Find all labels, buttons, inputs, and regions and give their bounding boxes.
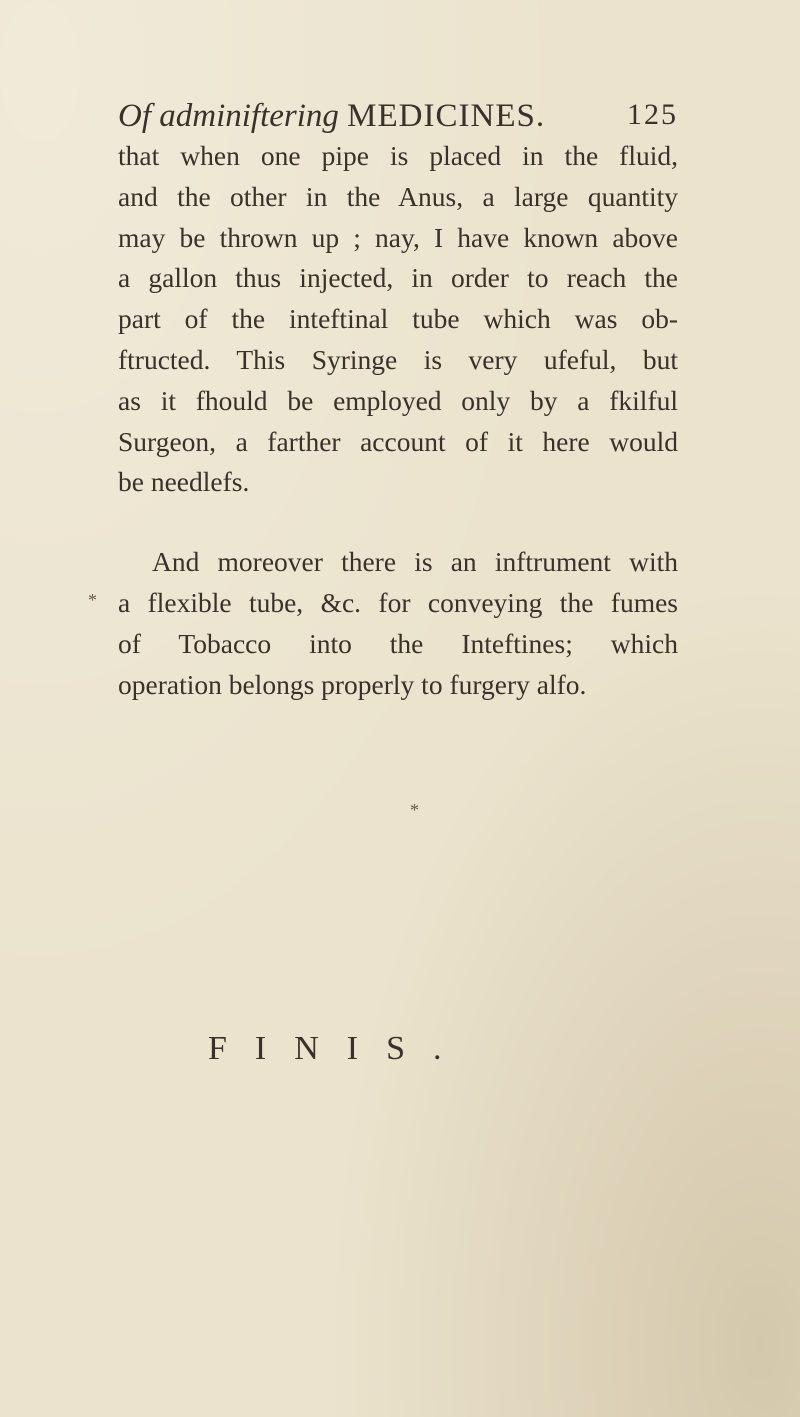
body-text xyxy=(118,136,678,705)
text-line: of Tobacco into the Inteftines; which xyxy=(118,627,678,659)
text-line: and the other in the Anus, a large quantity xyxy=(118,180,678,212)
running-head-title-caps: MEDICINES. xyxy=(347,98,546,134)
running-head-title-italic: Of adminiftering xyxy=(118,98,339,134)
margin-speck-icon: * xyxy=(410,800,419,820)
text-line: be needlefs. xyxy=(118,466,250,498)
text-line: may be thrown up ; nay, I have known above xyxy=(118,221,678,253)
text-line: And moreover there is an inftrument with xyxy=(152,546,678,578)
paragraph-1 xyxy=(118,136,678,503)
paragraph-2 xyxy=(118,542,678,705)
text-line: that when one pipe is placed in the fluid, xyxy=(118,140,678,171)
text-line: Surgeon, a farther account of it here would xyxy=(118,425,678,457)
margin-speck-icon: * xyxy=(88,590,97,610)
text-line: ftructed. This Syringe is very ufeful, but xyxy=(118,343,678,375)
page-number: 125 xyxy=(627,98,678,131)
text-line: part of the inteftinal tube which was ob- xyxy=(118,303,678,335)
text-line: as it fhould be employed only by a fkilful xyxy=(118,384,678,416)
text-line: a flexible tube, &c. for conveying the fumes xyxy=(118,586,678,618)
colophon-finis: FINIS. xyxy=(208,1030,470,1067)
text-line: a gallon thus injected, in order to reach the xyxy=(118,262,678,294)
text-line: operation belongs properly to furgery alfo. xyxy=(118,668,587,700)
